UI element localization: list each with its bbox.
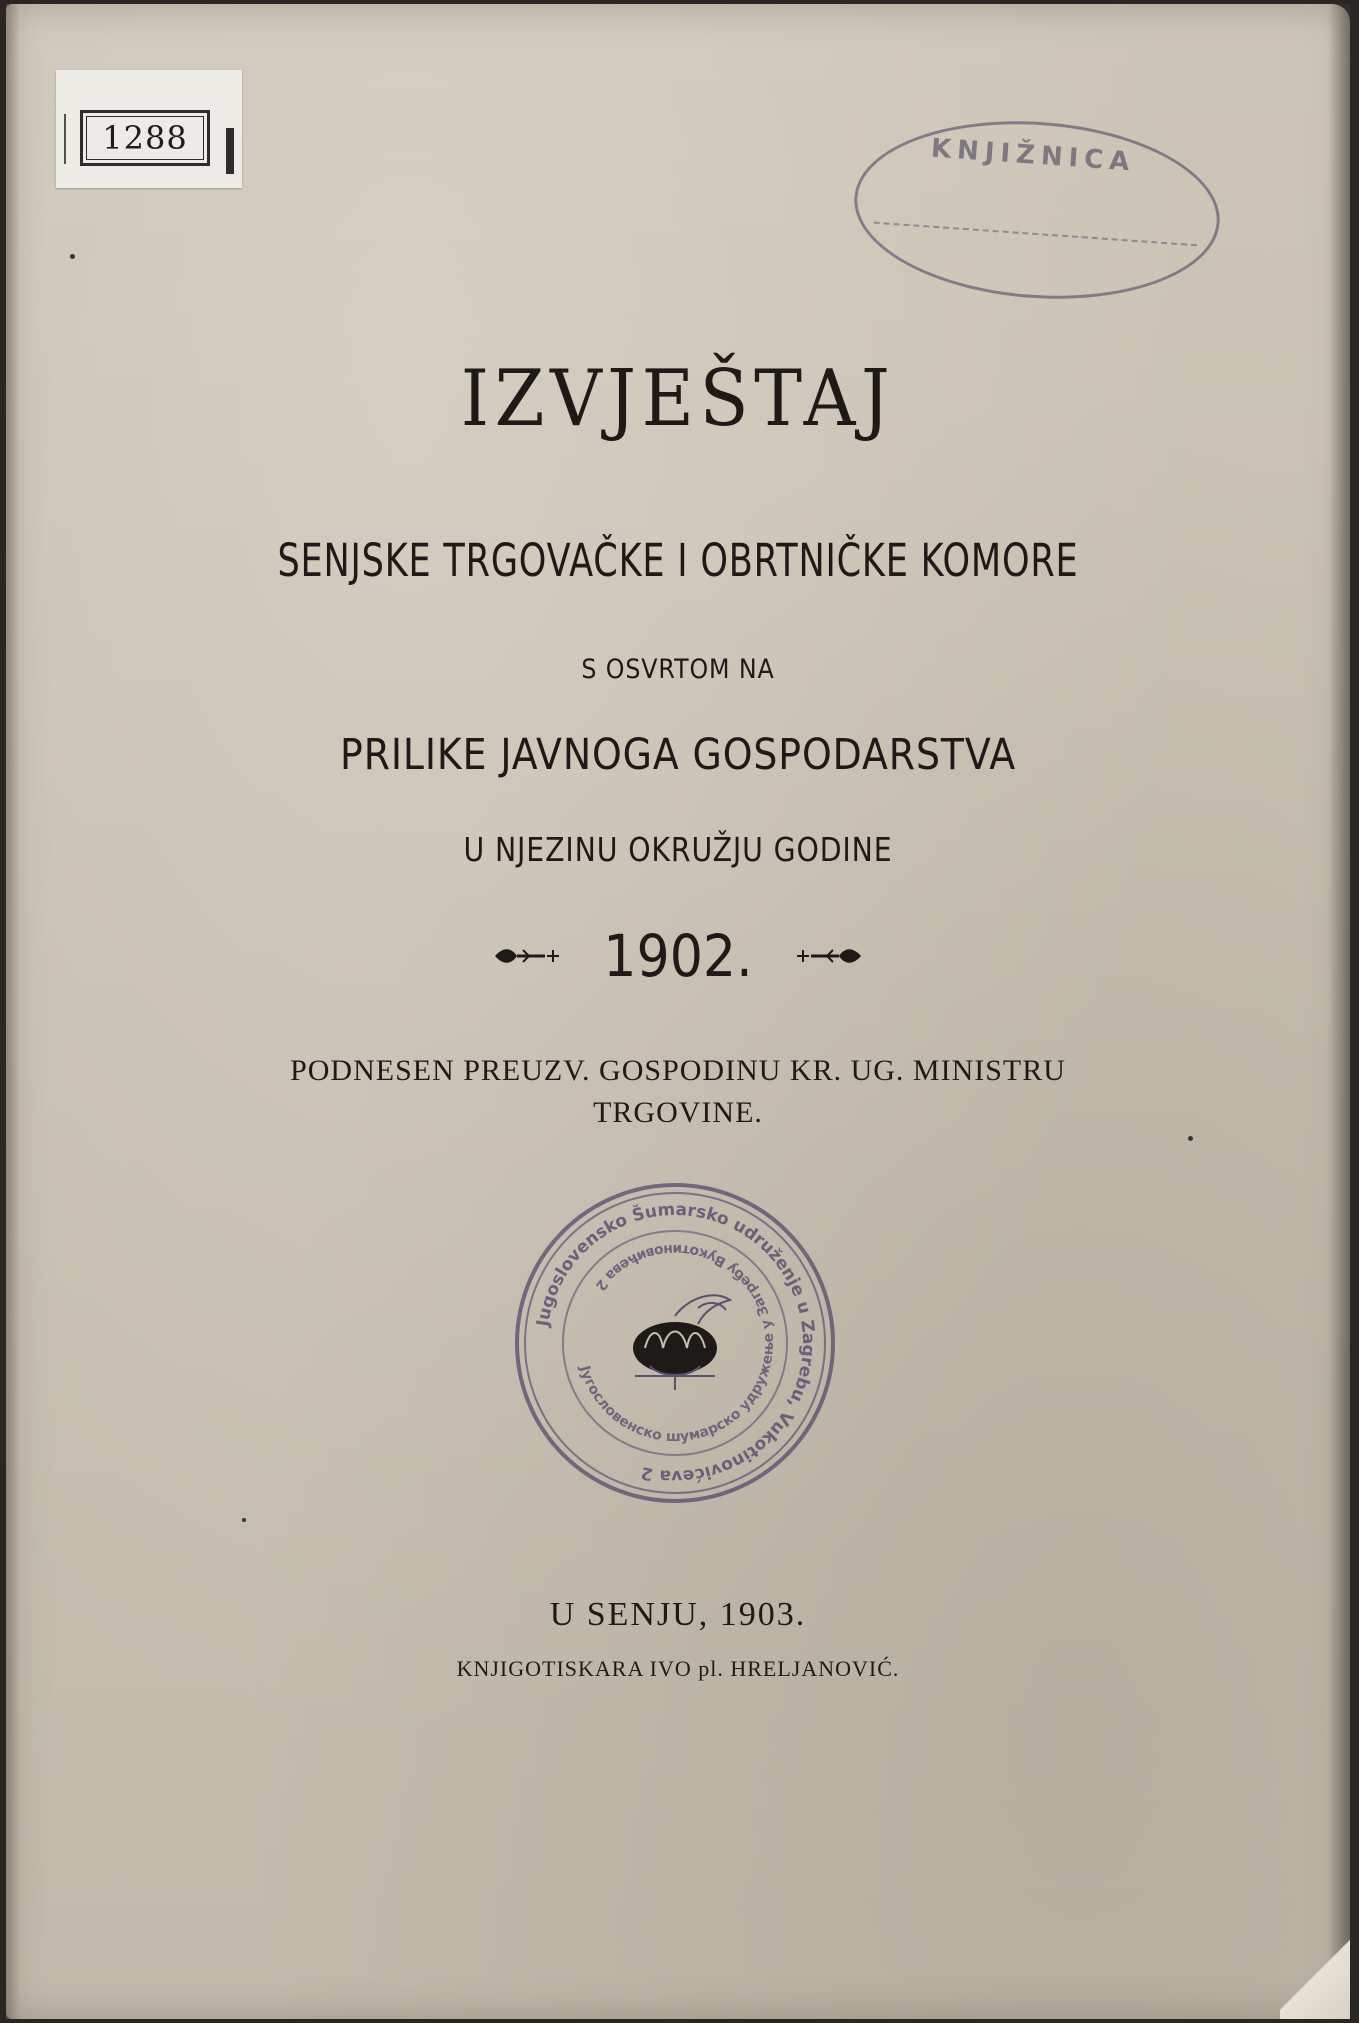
- association-round-stamp: [510, 1178, 840, 1508]
- paper-speck: [70, 254, 75, 259]
- stamp-emblem-icon: [633, 1295, 730, 1390]
- stamp-outer-text: Jugoslovensko Šumarsko udruženje u Zagrebu, Vukotinovićeva 2: [533, 1199, 819, 1487]
- cover-subtitle: SENJSKE TRGOVAČKE I OBRTNIČKE KOMORE: [277, 534, 1079, 587]
- cover-left-edge: [6, 4, 20, 2019]
- cover-right-edge: [1328, 4, 1350, 2019]
- sticker-bar: [226, 128, 234, 174]
- cover-line-prilike: PRILIKE JAVNOGA GOSPODARSTVA: [340, 730, 1016, 780]
- page-corner-fold: [1280, 1929, 1350, 2019]
- submitted-line-2: TRGOVINE.: [593, 1096, 763, 1129]
- year-row: [6, 922, 1350, 1002]
- call-number: 1288: [102, 119, 188, 157]
- book-cover: [6, 4, 1350, 2019]
- cover-title: IZVJEŠTAJ: [460, 354, 896, 444]
- submitted-line-1: PODNESEN PREUZV. GOSPODINU KR. UG. MINISTRU: [290, 1054, 1066, 1087]
- cover-line-okruzju: U NJEZINU OKRUŽJU GODINE: [463, 830, 893, 869]
- library-oval-stamp: [848, 109, 1225, 310]
- printer-name: KNJIGOTISKARA IVO pl. HRELJANOVIĆ.: [456, 1656, 900, 1681]
- call-number-sticker: [56, 70, 242, 188]
- oval-stamp-text: KNJIŽNICA: [929, 133, 1137, 178]
- sticker-mark: [64, 114, 76, 164]
- ornament-right-icon: [789, 941, 863, 971]
- ornament-left-icon: [493, 941, 567, 971]
- paper-speck: [242, 1518, 246, 1522]
- paper-speck: [1188, 1136, 1193, 1141]
- imprint-place-year: U SENJU, 1903.: [549, 1596, 807, 1633]
- stamp-inner-text: Југословенско шумарско удружење у Загребу Вукотиновићева 2: [576, 1240, 778, 1446]
- call-number-frame: [80, 110, 210, 166]
- cover-line-osvrtom: S OSVRTOM NA: [581, 654, 775, 685]
- cover-year: 1902.: [603, 922, 753, 990]
